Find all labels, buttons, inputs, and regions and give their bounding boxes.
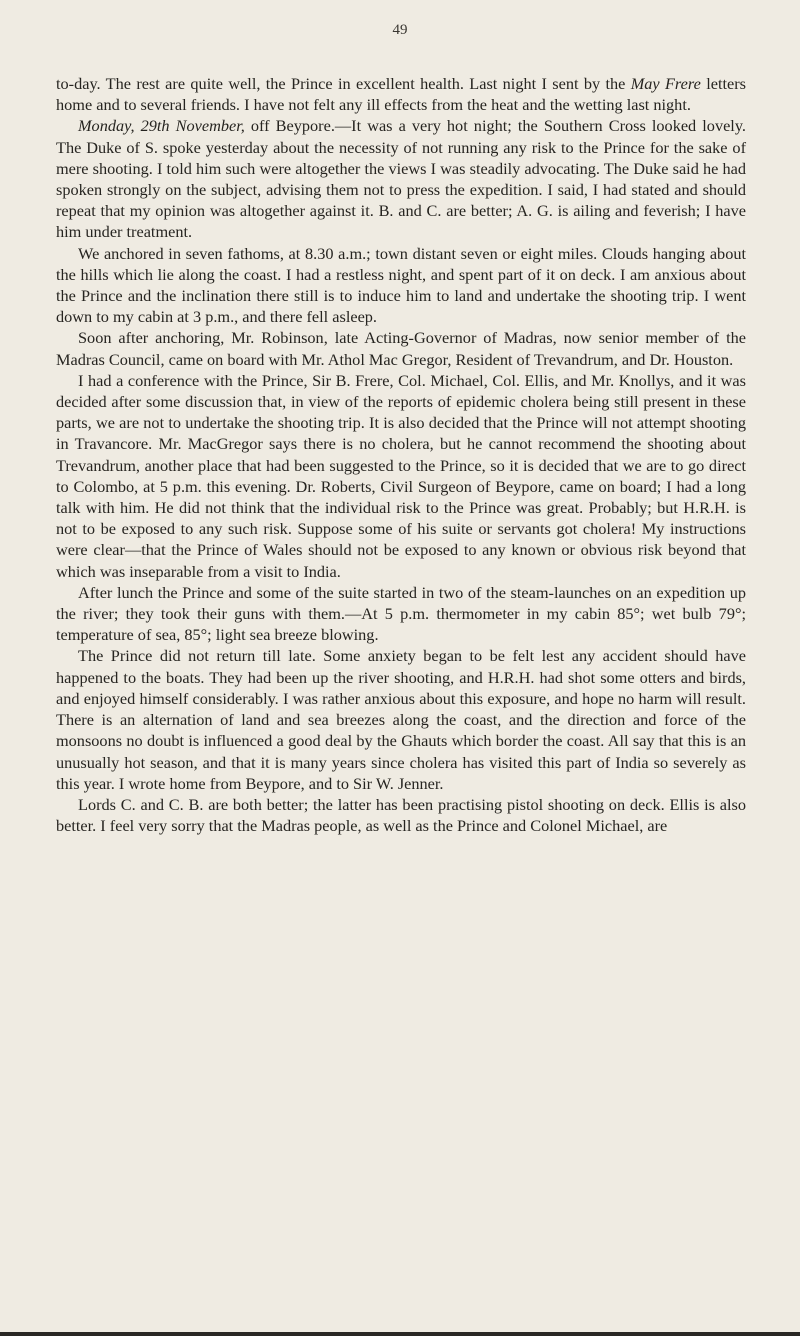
bottom-edge-rule [0, 1332, 800, 1336]
page-number: 49 [392, 22, 408, 38]
paragraph-4: Soon after anchoring, Mr. Robinson, late Acting-Governor of Madras, now senior member of the Madras Council, came on board with Mr. Athol Mac Gregor, Resident of Trevandrum, and Dr. Houston. [56, 328, 746, 369]
paragraph-1: to-day. The rest are quite well, the Prince in excellent health. Last night I sent by the May Frere letters home and to several friends. I have not felt any ill effects from the heat and the wetting last night. [56, 74, 746, 115]
paragraph-7: The Prince did not return till late. Some anxiety began to be felt lest any accident should have happened to the boats. They had been up the river shooting, and H.R.H. had shot some otters and birds, and enjoyed himself considerably. I was rather anxious about this exposure, and hope no harm will result. There is an alternation of land and sea breezes along the coast, and the direction and force of the monsoons no doubt is influenced a good deal by the Ghauts which border the coast. All say that this is an unusually hot season, and that it is many years since cholera has visited this part of India so severely as this year. I wrote home from Beypore, and to Sir W. Jenner. [56, 646, 746, 793]
paragraph-2: Monday, 29th November, off Beypore.—It was a very hot night; the Southern Cross looked lovely. The Duke of S. spoke yesterday about the necessity of not running any risk to the Prince for the sake of mere shooting. I told him such were altogether the views I was steadily advocating. The Duke said he had spoken strongly on the subject, advising them not to press the expedition. I said, I had stated and should repeat that my opinion was altogether against it. B. and C. are better; A. G. is ailing and feverish; I have him under treatment. [56, 116, 746, 242]
paragraph-3: We anchored in seven fathoms, at 8.30 a.m.; town distant seven or eight miles. Clouds hanging about the hills which lie along the coast. I had a restless night, and spent part of it on deck. I am anxious about the Prince and the inclination there still is to induce him to land and undertake the shooting trip. I went down to my cabin at 3 p.m., and there fell asleep. [56, 243, 746, 327]
paragraph-6: After lunch the Prince and some of the suite started in two of the steam-launches on an expedition up the river; they took their guns with them.—At 5 p.m. thermometer in my cabin 85°; wet bulb 79°; temperature of sea, 85°; light sea breeze blowing. [56, 582, 746, 645]
paragraph-8: Lords C. and C. B. are both better; the latter has been practising pistol shooting on deck. Ellis is also better. I feel very sorry that the Madras people, as well as the Prince and Colonel Michael, are [56, 794, 746, 836]
paragraph-5: I had a conference with the Prince, Sir B. Frere, Col. Michael, Col. Ellis, and Mr. Knollys, and it was decided after some discussion that, in view of the reports of epidemic cholera being still present in these parts, we are not to undertake the shooting trip. It is also decided that the Prince will not attempt shooting in Travancore. Mr. MacGregor says there is no cholera, but he cannot recommend the shooting about Trevandrum, another place that had been suggested to the Prince, so it is decided that we are to go direct to Colombo, at 5 p.m. this evening. Dr. Roberts, Civil Surgeon of Beypore, came on board; I had a long talk with him. He did not think that the individual risk to the Prince was great. Probably; but H.R.H. is not to be exposed to any such risk. Suppose some of his suite or servants got cholera! My instructions were clear—that the Prince of Wales should not be exposed to any known or obvious risk beyond that which was inseparable from a visit to India. [56, 370, 746, 581]
body-text [56, 73, 746, 836]
